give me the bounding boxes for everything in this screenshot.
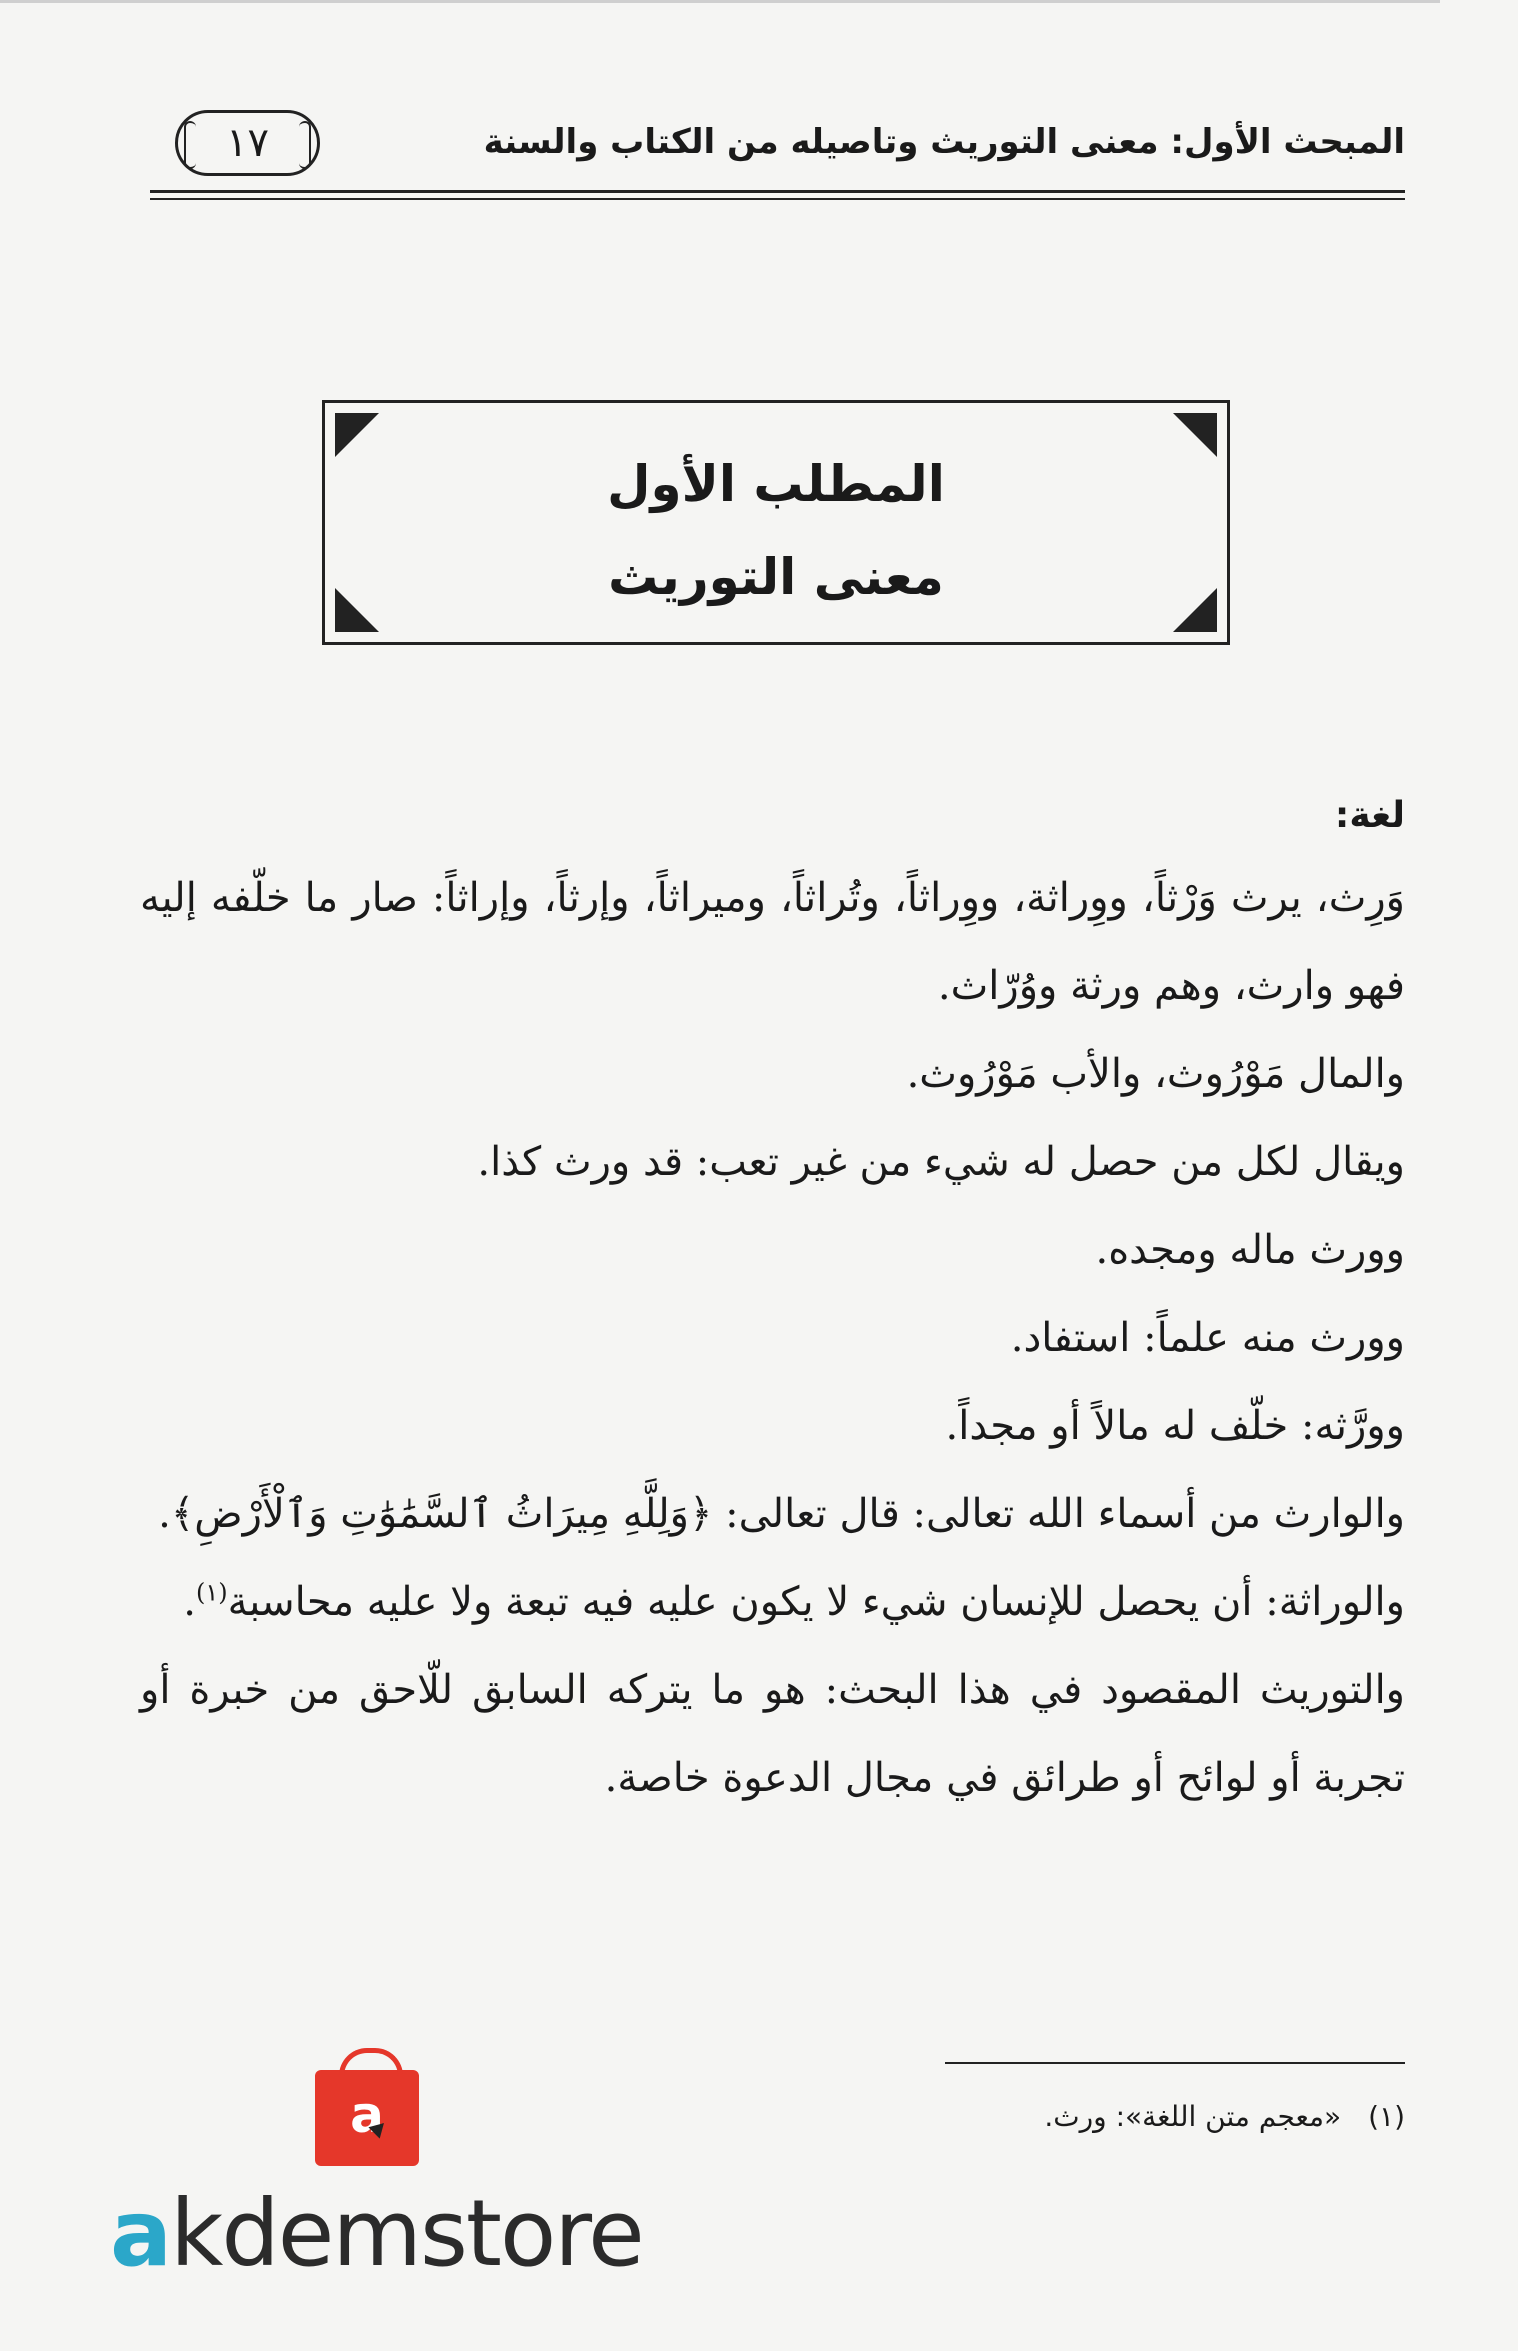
body-text [140,795,1405,1822]
paragraph: وورث منه علماً: استفاد. [1010,1315,1405,1361]
paragraph-text: والوراثة: أن يحصل للإنسان شيء لا يكون عليه فيه تبعة ولا عليه محاسبة [227,1579,1405,1625]
paragraph-with-footnote [140,1558,1405,1646]
page-number: ١٧ [226,120,269,166]
page-top-edge [0,0,1440,3]
paragraph: ويقال لكل من حصل له شيء من غير تعب: قد ورث كذا. [477,1139,1405,1185]
corner-ornament-icon [1173,413,1217,457]
header-title: المبحث الأول: معنى التوريث وتاصيله من الكتاب والسنة [483,122,1405,162]
brand-rest: kdemstore [170,2180,643,2287]
footnote-text: «معجم متن اللغة»: ورث. [1044,2100,1342,2133]
paragraph-quran-verse: والوارث من أسماء الله تعالى: قال تعالى: ﴿وَلِلَّهِ مِيرَاثُ ٱلسَّمَٰوَٰتِ وَٱلْأَرْضِ﴾. [158,1491,1405,1537]
shopping-bag-icon [315,2070,419,2166]
section-heading: المطلب الأول [607,455,945,513]
paragraph: وورَّثه: خلّف له مالاً أو مجداً. [945,1403,1405,1449]
paragraph: والمال مَوْرُوث، والأب مَوْرُوث. [906,1051,1405,1097]
footnote-separator [945,2062,1405,2064]
footnote [705,2100,1405,2133]
paragraph: وورث ماله ومجده. [1095,1227,1405,1273]
page-number-frame [175,110,320,176]
section-title-box [322,400,1230,645]
running-header [150,100,1405,180]
header-double-rule [150,190,1405,200]
subheading-lugha: لغة: [1334,795,1405,836]
brand-wordmark [110,2180,643,2287]
paragraph: والتوريث المقصود في هذا البحث: هو ما يتركه السابق للّاحق من خبرة أو تجربة أو لوائح أو طرائق في مجال الدعوة خاصة. [140,1667,1405,1801]
akdemstore-watermark [110,2070,643,2290]
footnote-number: (١) [1368,2100,1405,2133]
bag-letter: a [350,2086,384,2144]
sentence-end: . [183,1579,196,1625]
section-subheading: معنى التوريث [608,548,944,606]
brand-accent: a [110,2180,171,2287]
corner-ornament-icon [335,413,379,457]
footnote-reference: (١) [195,1578,228,1607]
paragraph: وَرِث، يرث وَرْثاً، ووِراثة، ووِراثاً، وتُراثاً، وميراثاً، وإرثاً، وإراثاً: صار ما خلّفه إليه فهو وارث، وهم ورثة ووُرّاث. [140,875,1405,1009]
